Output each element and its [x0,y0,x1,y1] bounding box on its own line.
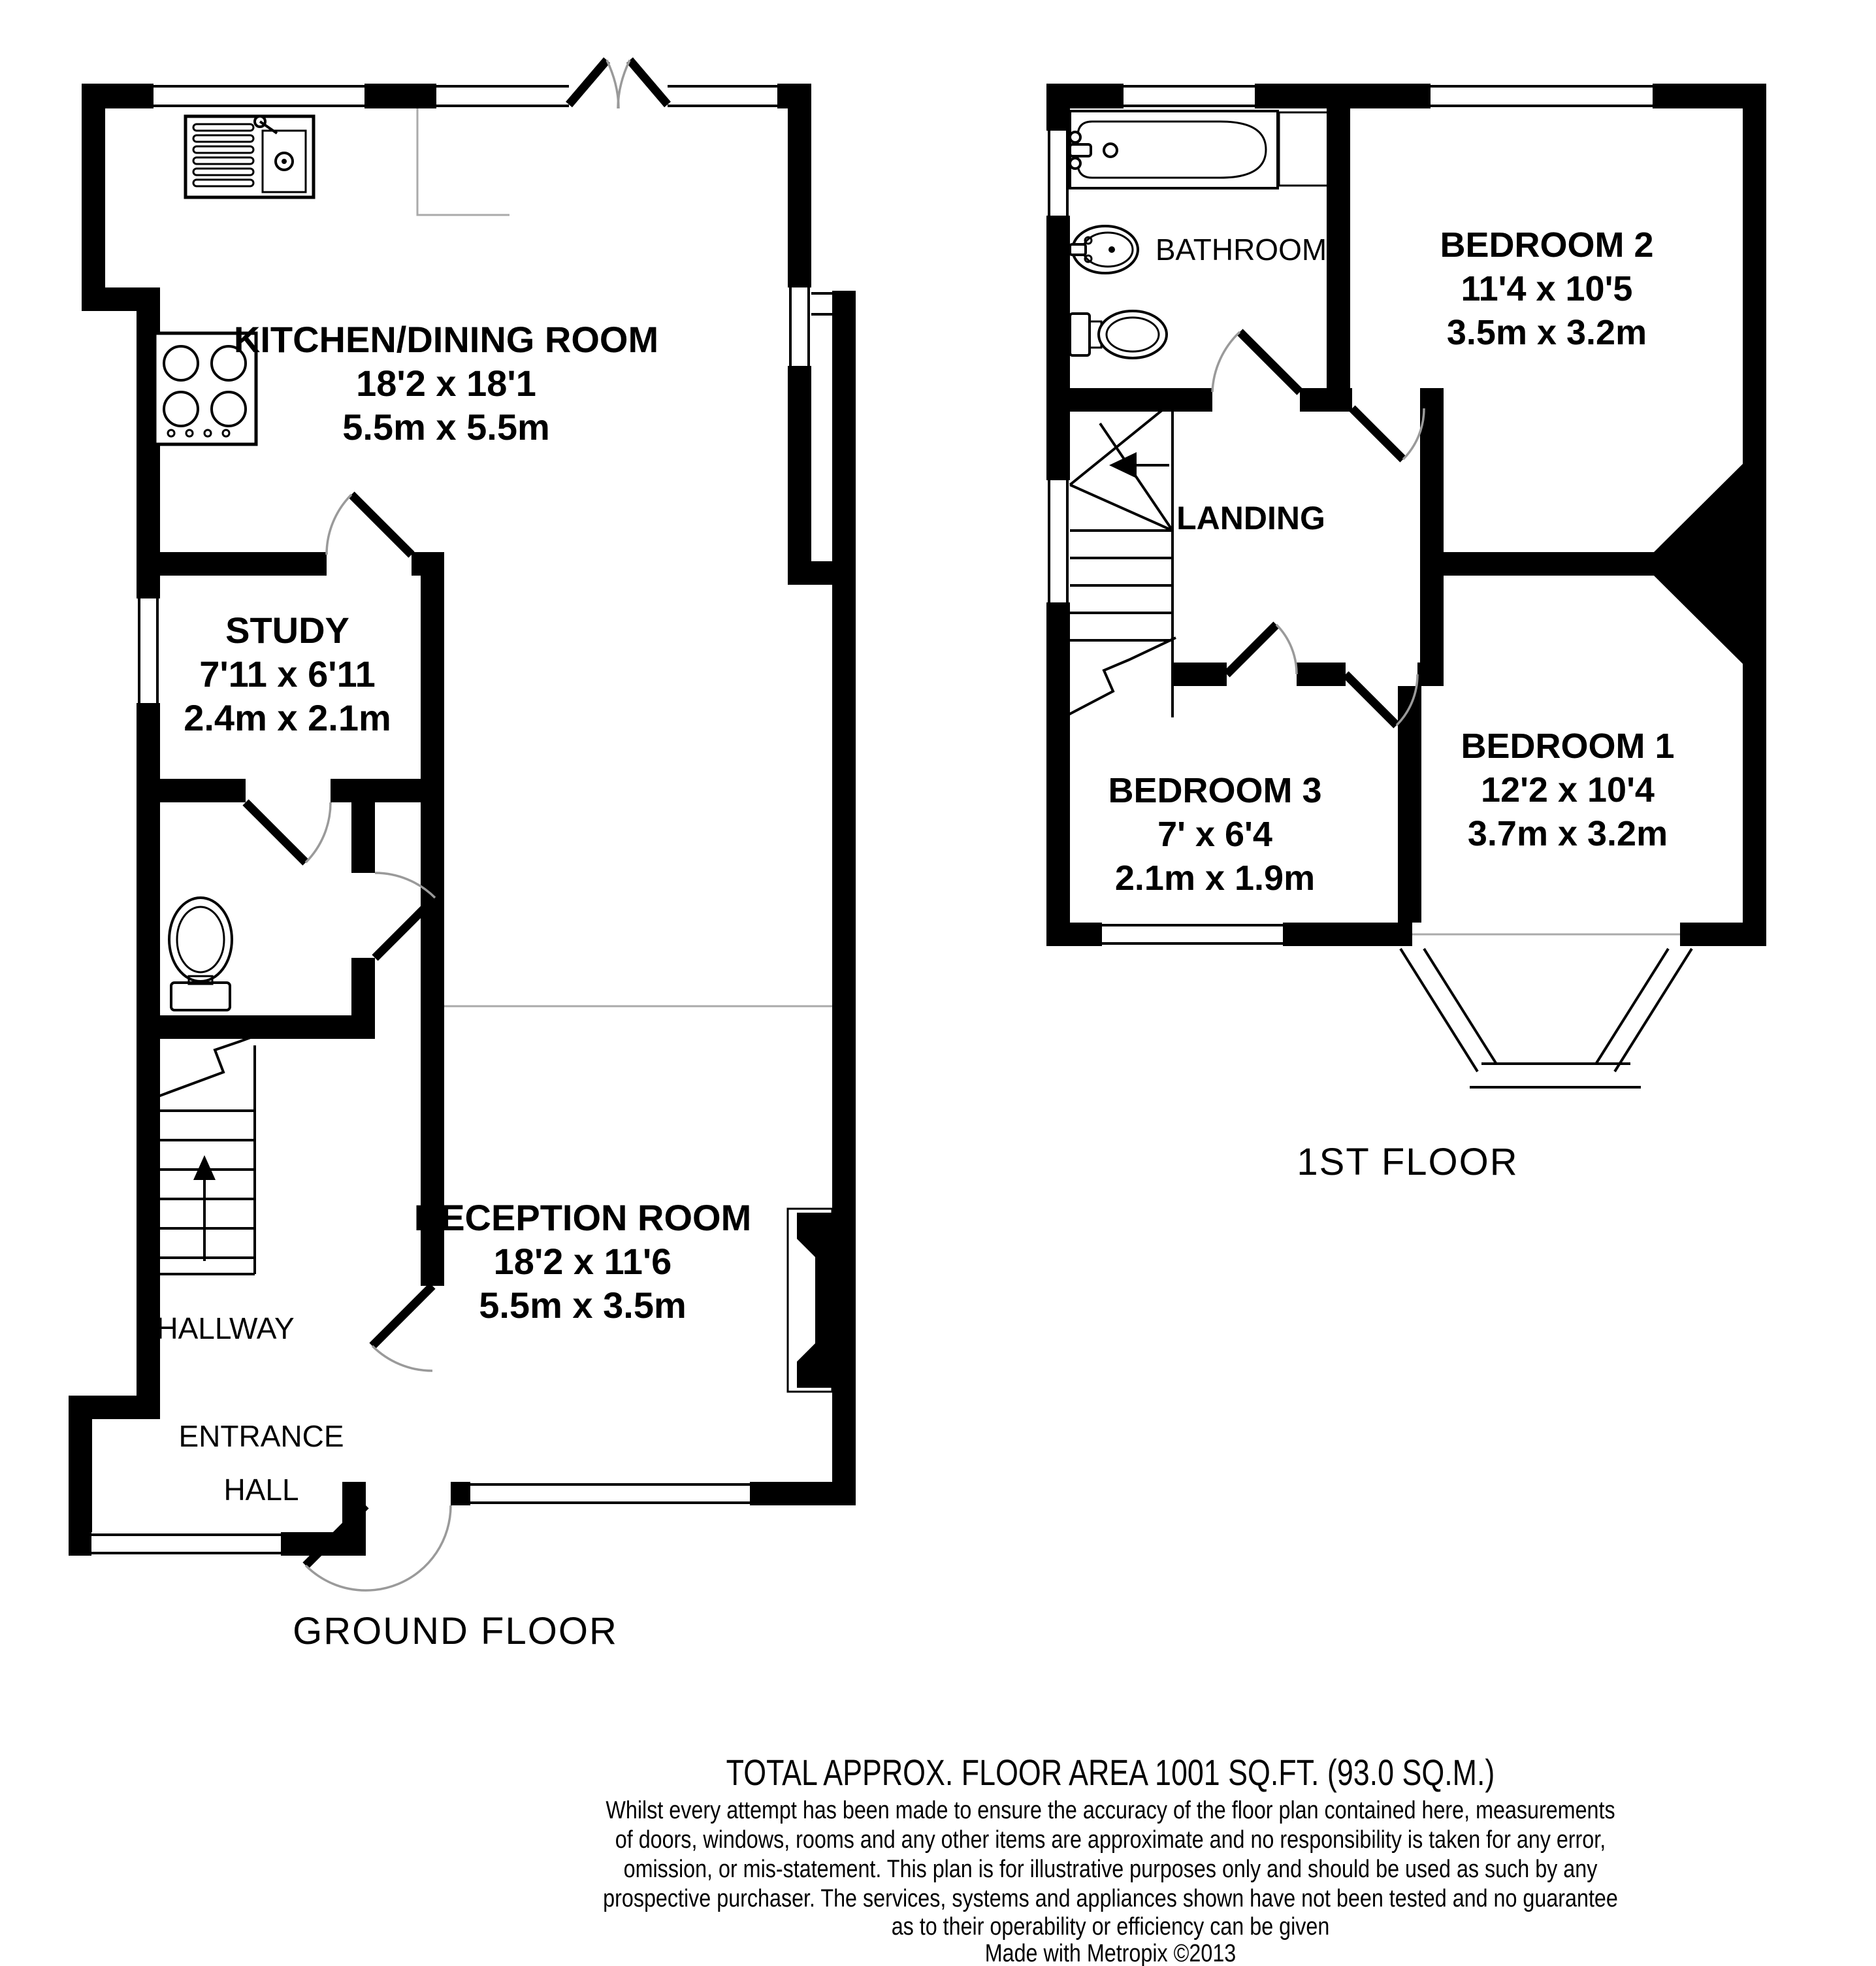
door-hallway-entrance [372,1286,432,1371]
window-study-left [137,598,160,703]
door-bedroom3 [1227,625,1297,674]
credit-text: Made with Metropix ©2013 [984,1939,1237,1966]
door-bathroom [1212,332,1300,392]
bedroom1-size-ft: 12'2 x 10'4 [1481,770,1655,810]
kitchen-sink-icon [186,116,314,197]
bay-window [1400,934,1692,1087]
window-kitchen-top-right [668,84,777,108]
window-side-return [811,291,832,317]
ground-floor-label: GROUND FLOOR [293,1610,618,1652]
staircase-up-icon [140,1026,282,1274]
bedroom1-size-m: 3.7m x 3.2m [1467,814,1668,853]
window-kitchen-top-mid [436,84,569,108]
study-size-m: 2.4m x 2.1m [184,697,391,738]
bathroom-name: BATHROOM [1155,233,1327,267]
disclaimer-line-2: of doors, windows, rooms and any other items are approximate and no responsibility is taken for any error, [615,1826,1606,1854]
window-kitchen-top-left [154,84,364,108]
bedroom1-name: BEDROOM 1 [1461,727,1675,766]
bedroom2-size-ft: 11'4 x 10'5 [1461,269,1633,308]
window-bedroom3-bottom [1102,923,1283,946]
staircase-down-icon [1058,402,1176,720]
chimney-breast-upper [1654,464,1743,552]
wc-toilet-icon [169,898,232,1010]
disclaimer-line-1: Whilst every attempt has been made to ensure the accuracy of the floor plan contained here, measurements [606,1796,1615,1824]
total-area-text: TOTAL APPROX. FLOOR AREA 1001 SQ.FT. (93.0 SQ.M.) [726,1752,1495,1794]
chimney-breast-lower [1654,576,1743,664]
ground-floor-plan [69,60,856,1652]
window-bathroom-left [1046,131,1070,216]
entrance-hall-line1: ENTRANCE [178,1419,344,1453]
window-reception-bottom [470,1482,750,1505]
bedroom2-size-m: 3.5m x 3.2m [1446,313,1647,352]
landing-name: LANDING [1176,500,1325,536]
entrance-hall-line2: HALL [223,1473,299,1507]
study-size-ft: 7'11 x 6'11 [199,653,376,695]
bedroom3-size-ft: 7' x 6'4 [1157,815,1272,854]
hallway-name: HALLWAY [156,1311,295,1345]
disclaimer-line-4: prospective purchaser. The services, systems and appliances shown have not been tested and no guarantee [603,1884,1618,1912]
disclaimer-line-5: as to their operability or efficiency can be given [891,1912,1330,1941]
disclaimer-line-3: omission, or mis-statement. This plan is for illustrative purposes only and should be used as such by any [623,1855,1598,1883]
first-floor-labels [1108,225,1674,1183]
door-study-kitchen [327,495,412,555]
basin-icon [1070,226,1138,273]
study-name: STUDY [225,610,349,651]
french-doors [569,60,668,108]
front-door [306,1505,451,1590]
fireplace-icon [788,1209,832,1392]
window-entrance-bottom [91,1532,281,1556]
kitchen-name: KITCHEN/DINING ROOM [233,319,659,360]
window-bathroom-top [1124,84,1255,108]
first-floor-plan [1046,84,1766,1183]
bedroom3-size-m: 2.1m x 1.9m [1114,859,1316,898]
door-study-wc-lobby [246,802,331,862]
kitchen-size-m: 5.5m x 5.5m [342,406,550,448]
reception-name: RECEPTION ROOM [413,1197,752,1238]
ground-floor-labels [156,319,751,1652]
ground-floor-doors [246,60,668,1590]
first-floor-label: 1ST FLOOR [1297,1141,1519,1183]
bath-icon [1070,111,1278,188]
reception-size-ft: 18'2 x 11'6 [493,1241,672,1282]
footer [603,1752,1618,1966]
door-bedroom2 [1352,408,1424,459]
window-stairs-left [1046,480,1070,602]
zone-lines [417,108,832,1006]
toilet-icon [1070,311,1167,358]
bedroom3-name: BEDROOM 3 [1108,771,1322,810]
window-kitchen-right [788,287,811,366]
bedroom2-name: BEDROOM 2 [1440,225,1654,265]
reception-size-m: 5.5m x 3.5m [479,1285,687,1326]
window-bedroom2-top [1431,84,1653,108]
airing-cupboard [1279,112,1330,186]
kitchen-size-ft: 18'2 x 18'1 [356,363,536,404]
